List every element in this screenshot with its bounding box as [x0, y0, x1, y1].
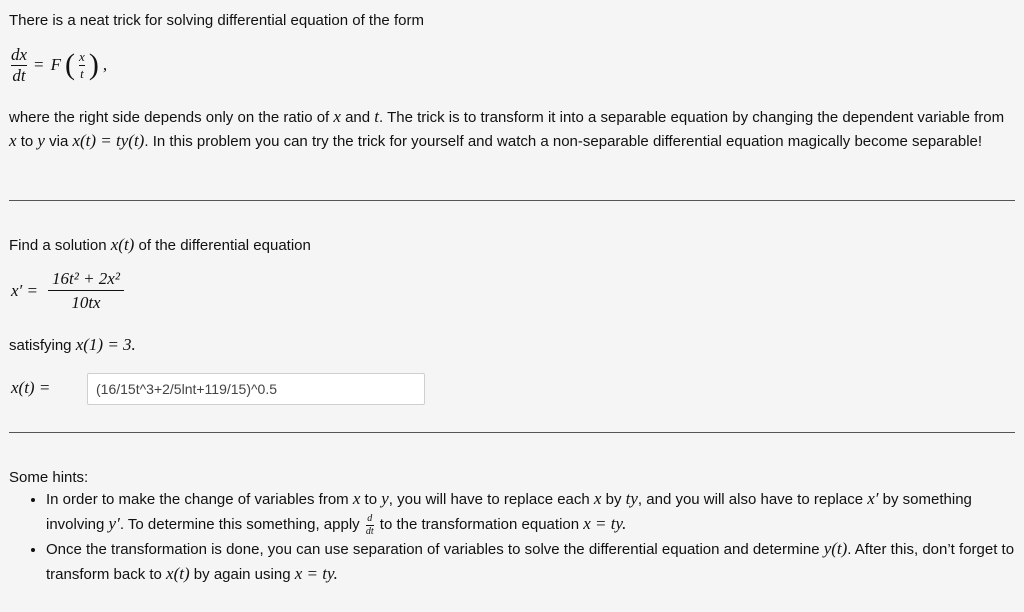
equals-sign: =: [34, 55, 44, 75]
dxdt-fraction: [11, 46, 27, 85]
section-divider-bottom: [9, 432, 1015, 433]
ratio-fraction: [79, 50, 85, 80]
initial-condition: satisfying x(1) = 3.: [9, 335, 136, 354]
dxdt-denominator: dt: [12, 65, 26, 85]
equation-form: [11, 46, 107, 85]
hint-item: • Once the transformation is done, you can use separation of variables to solve the differential equation and determine y(t). After this, don’t forget to transform back to x(t) by again using x = ty.: [46, 537, 1024, 587]
equation-lhs: x′ =: [11, 280, 38, 300]
answer-input[interactable]: [87, 373, 425, 405]
left-paren: (: [65, 48, 76, 82]
hints-list: [9, 487, 1024, 587]
differential-equation: [11, 270, 124, 312]
intro-line: [9, 9, 424, 32]
answer-label: x(t) =: [11, 378, 51, 397]
intro-text: There is a neat trick for solving differential equation of the form: [9, 12, 424, 29]
intro-paragraph: where the right side depends only on the ratio of x and t. The trick is to transform it into a separable equation by changing the dependent variable from x to y via x(t) = ty(t). In this problem you can try the trick for yourself and watch a non-separable differential equation magically become separable!: [9, 107, 1005, 150]
ratio-denominator: t: [80, 65, 84, 81]
dxdt-numerator: dx: [11, 45, 28, 64]
hint-item: • In order to make the change of variables from x to y, you will have to replace each x by ty, and you will also have to replace x′ by something involving y′. To determine this something, apply $\frac{d}{dt}$ to the transformation equation x = ty.: [46, 487, 1024, 537]
equation-comma: ,: [102, 55, 108, 75]
section-divider-top: [9, 200, 1015, 201]
d-dt-operator: $\frac{d}{dt}$: [365, 512, 374, 537]
equation-numerator: 16t² + 2x²: [52, 269, 120, 288]
equation-fraction: [48, 270, 124, 312]
equation-denominator: 10tx: [71, 292, 101, 312]
problem-prompt: Find a solution x(t) of the differential equation: [9, 235, 311, 254]
right-paren: ): [88, 48, 99, 82]
hints-title: Some hints:: [9, 469, 89, 486]
ratio-numerator: x: [79, 49, 85, 65]
function-f: F: [50, 55, 62, 75]
